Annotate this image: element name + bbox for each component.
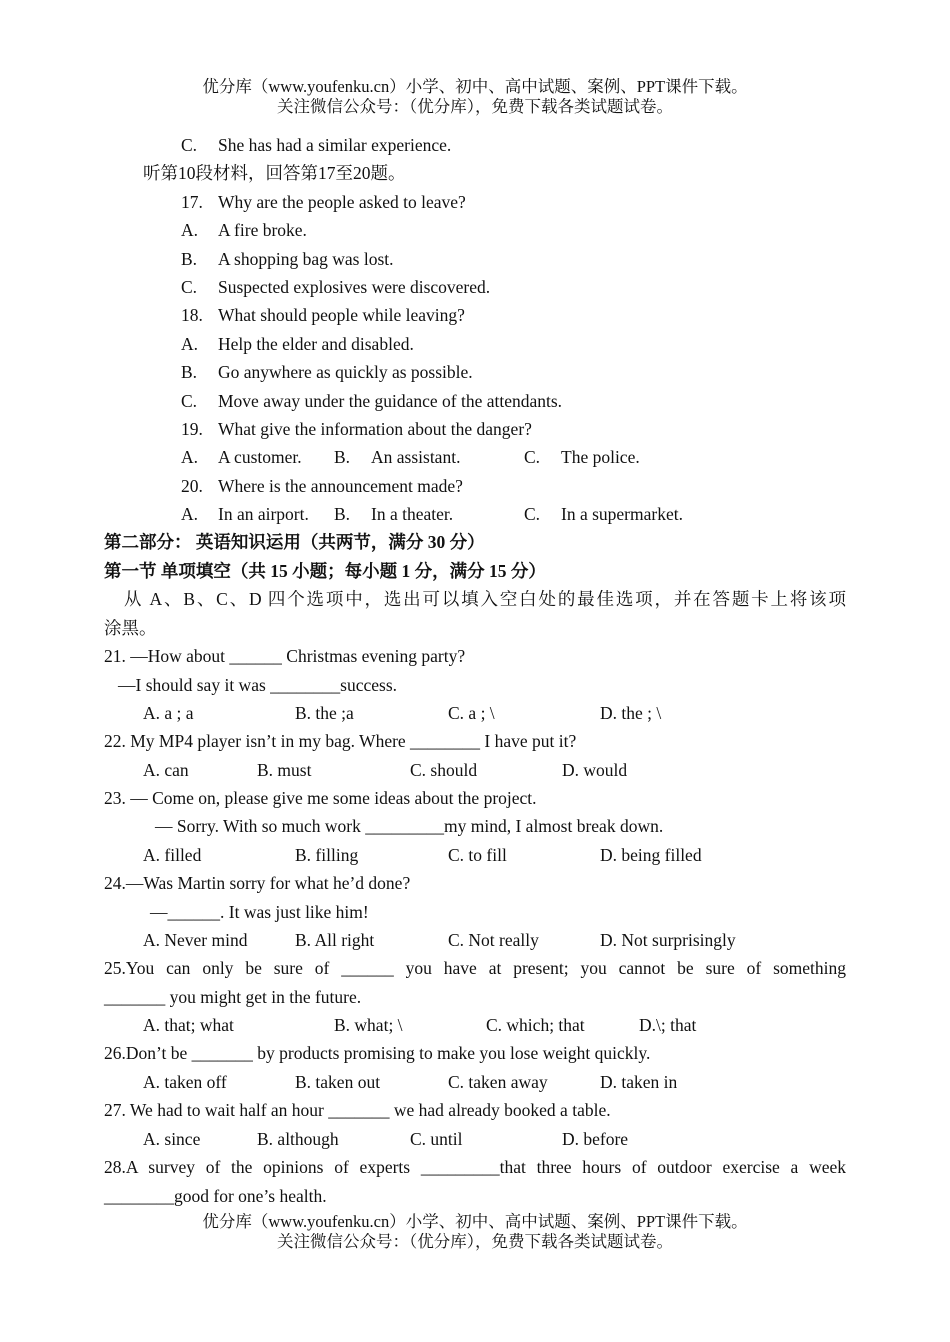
q23-option-c: C. to fill bbox=[448, 845, 507, 865]
q27-option-b: B. although bbox=[257, 1129, 339, 1149]
q27-line1: 27. We had to wait half an hour _______ we had already booked a table. bbox=[104, 1100, 611, 1120]
q25-option-b: B. what; \ bbox=[334, 1015, 403, 1035]
q23-line1: 23. — Come on, please give me some ideas about the project. bbox=[104, 788, 537, 808]
q25-option-d: D.\; that bbox=[639, 1015, 697, 1035]
q23-line2: — Sorry. With so much work _________my mind, I almost break down. bbox=[155, 816, 664, 836]
q25-line2: _______ you might get in the future. bbox=[104, 987, 362, 1007]
q24-option-a: A. Never mind bbox=[143, 930, 248, 950]
q26-option-a: A. taken off bbox=[143, 1072, 227, 1092]
q22-option-b: B. must bbox=[257, 760, 312, 780]
q17-option-a: A. A fire broke. bbox=[181, 220, 307, 240]
q22-option-a: A. can bbox=[143, 760, 189, 780]
q19-option-b: B. An assistant. bbox=[334, 447, 461, 467]
q26-option-c: C. taken away bbox=[448, 1072, 548, 1092]
q22-line1: 22. My MP4 player isn’t in my bag. Where ________ I have put it? bbox=[104, 731, 577, 751]
q21-option-a: A. a ; a bbox=[143, 703, 194, 723]
q18-question: 18. What should people while leaving? bbox=[181, 305, 465, 325]
q26-option-b: B. taken out bbox=[295, 1072, 381, 1092]
q20-option-b: B. In a theater. bbox=[334, 504, 454, 524]
q19-options: A. A customer. bbox=[181, 447, 302, 467]
q21-option-b: B. the ;a bbox=[295, 703, 354, 723]
q22-option-c: C. should bbox=[410, 760, 478, 780]
q18-option-c: C. Move away under the guidance of the attendants. bbox=[181, 391, 563, 411]
page-footer-line2: 关注微信公众号：（优分库），免费下载各类试题试卷。 bbox=[277, 1232, 673, 1251]
q26-option-d: D. taken in bbox=[600, 1072, 678, 1092]
q21-option-d: D. the ; \ bbox=[600, 703, 662, 723]
q28-line2: ________good for one’s health. bbox=[104, 1186, 327, 1206]
q26-line1: 26.Don’t be _______ by products promising to make you lose weight quickly. bbox=[104, 1043, 651, 1063]
section1-title: 第一节 单项填空（共 15 小题；每小题 1 分，满分 15 分） bbox=[104, 561, 546, 581]
page-footer-line1: 优分库（www.youfenku.cn）小学、初中、高中试题、案例、PPT课件下载。 bbox=[202, 1212, 748, 1231]
q20-option-c: C. In a supermarket. bbox=[524, 504, 683, 524]
page-header-line2: 关注微信公众号：（优分库），免费下载各类试题试卷。 bbox=[277, 97, 673, 116]
q20-options: A. In an airport. bbox=[181, 504, 309, 524]
q17-option-c: C. Suspected explosives were discovered. bbox=[181, 277, 491, 297]
q28-line1: 28.A survey of the opinions of experts _________that three hours of outdoor exercise a week bbox=[104, 1157, 846, 1177]
q24-option-c: C. Not really bbox=[448, 930, 539, 950]
q24-option-d: D. Not surprisingly bbox=[600, 930, 736, 950]
page-header-line1: 优分库（www.youfenku.cn）小学、初中、高中试题、案例、PPT课件下载。 bbox=[202, 77, 748, 96]
q18-option-a: A. Help the elder and disabled. bbox=[181, 334, 414, 354]
q27-option-a: A. since bbox=[143, 1129, 201, 1149]
q24-option-b: B. All right bbox=[295, 930, 375, 950]
section10-instruction: 听第10段材料，回答第17至20题。 bbox=[143, 163, 406, 183]
q21-option-c: C. a ; \ bbox=[448, 703, 495, 723]
q27-option-c: C. until bbox=[410, 1129, 463, 1149]
q20-question: 20. Where is the announcement made? bbox=[181, 476, 463, 496]
q16-option-c: C. She has had a similar experience. bbox=[181, 135, 452, 155]
q21-line1: 21. —How about ______ Christmas evening party? bbox=[104, 646, 466, 666]
q24-line1: 24.—Was Martin sorry for what he’d done? bbox=[104, 873, 411, 893]
q23-option-b: B. filling bbox=[295, 845, 359, 865]
q22-option-d: D. would bbox=[562, 760, 628, 780]
q25-option-c: C. which; that bbox=[486, 1015, 585, 1035]
q23-option-a: A. filled bbox=[143, 845, 202, 865]
q19-option-c: C. The police. bbox=[524, 447, 640, 467]
q24-line2: —______. It was just like him! bbox=[150, 902, 369, 922]
q23-option-d: D. being filled bbox=[600, 845, 702, 865]
q21-line2: —I should say it was ________success. bbox=[118, 675, 398, 695]
q17-question: 17. Why are the people asked to leave? bbox=[181, 192, 466, 212]
section1-instruction-line1: 从 A、B、C、D 四个选项中，选出可以填入空白处的最佳选项，并在答题卡上将该项 bbox=[124, 589, 846, 609]
q25-option-a: A. that; what bbox=[143, 1015, 234, 1035]
q18-option-b: B. Go anywhere as quickly as possible. bbox=[181, 362, 473, 382]
part2-title: 第二部分： 英语知识运用（共两节，满分 30 分） bbox=[104, 532, 485, 552]
section1-instruction-line2: 涂黑。 bbox=[104, 618, 157, 638]
q25-line1: 25.You can only be sure of ______ you have at present; you cannot be sure of something bbox=[104, 958, 846, 978]
q27-option-d: D. before bbox=[562, 1129, 629, 1149]
q17-option-b: B. A shopping bag was lost. bbox=[181, 249, 394, 269]
q19-question: 19. What give the information about the danger? bbox=[181, 419, 532, 439]
